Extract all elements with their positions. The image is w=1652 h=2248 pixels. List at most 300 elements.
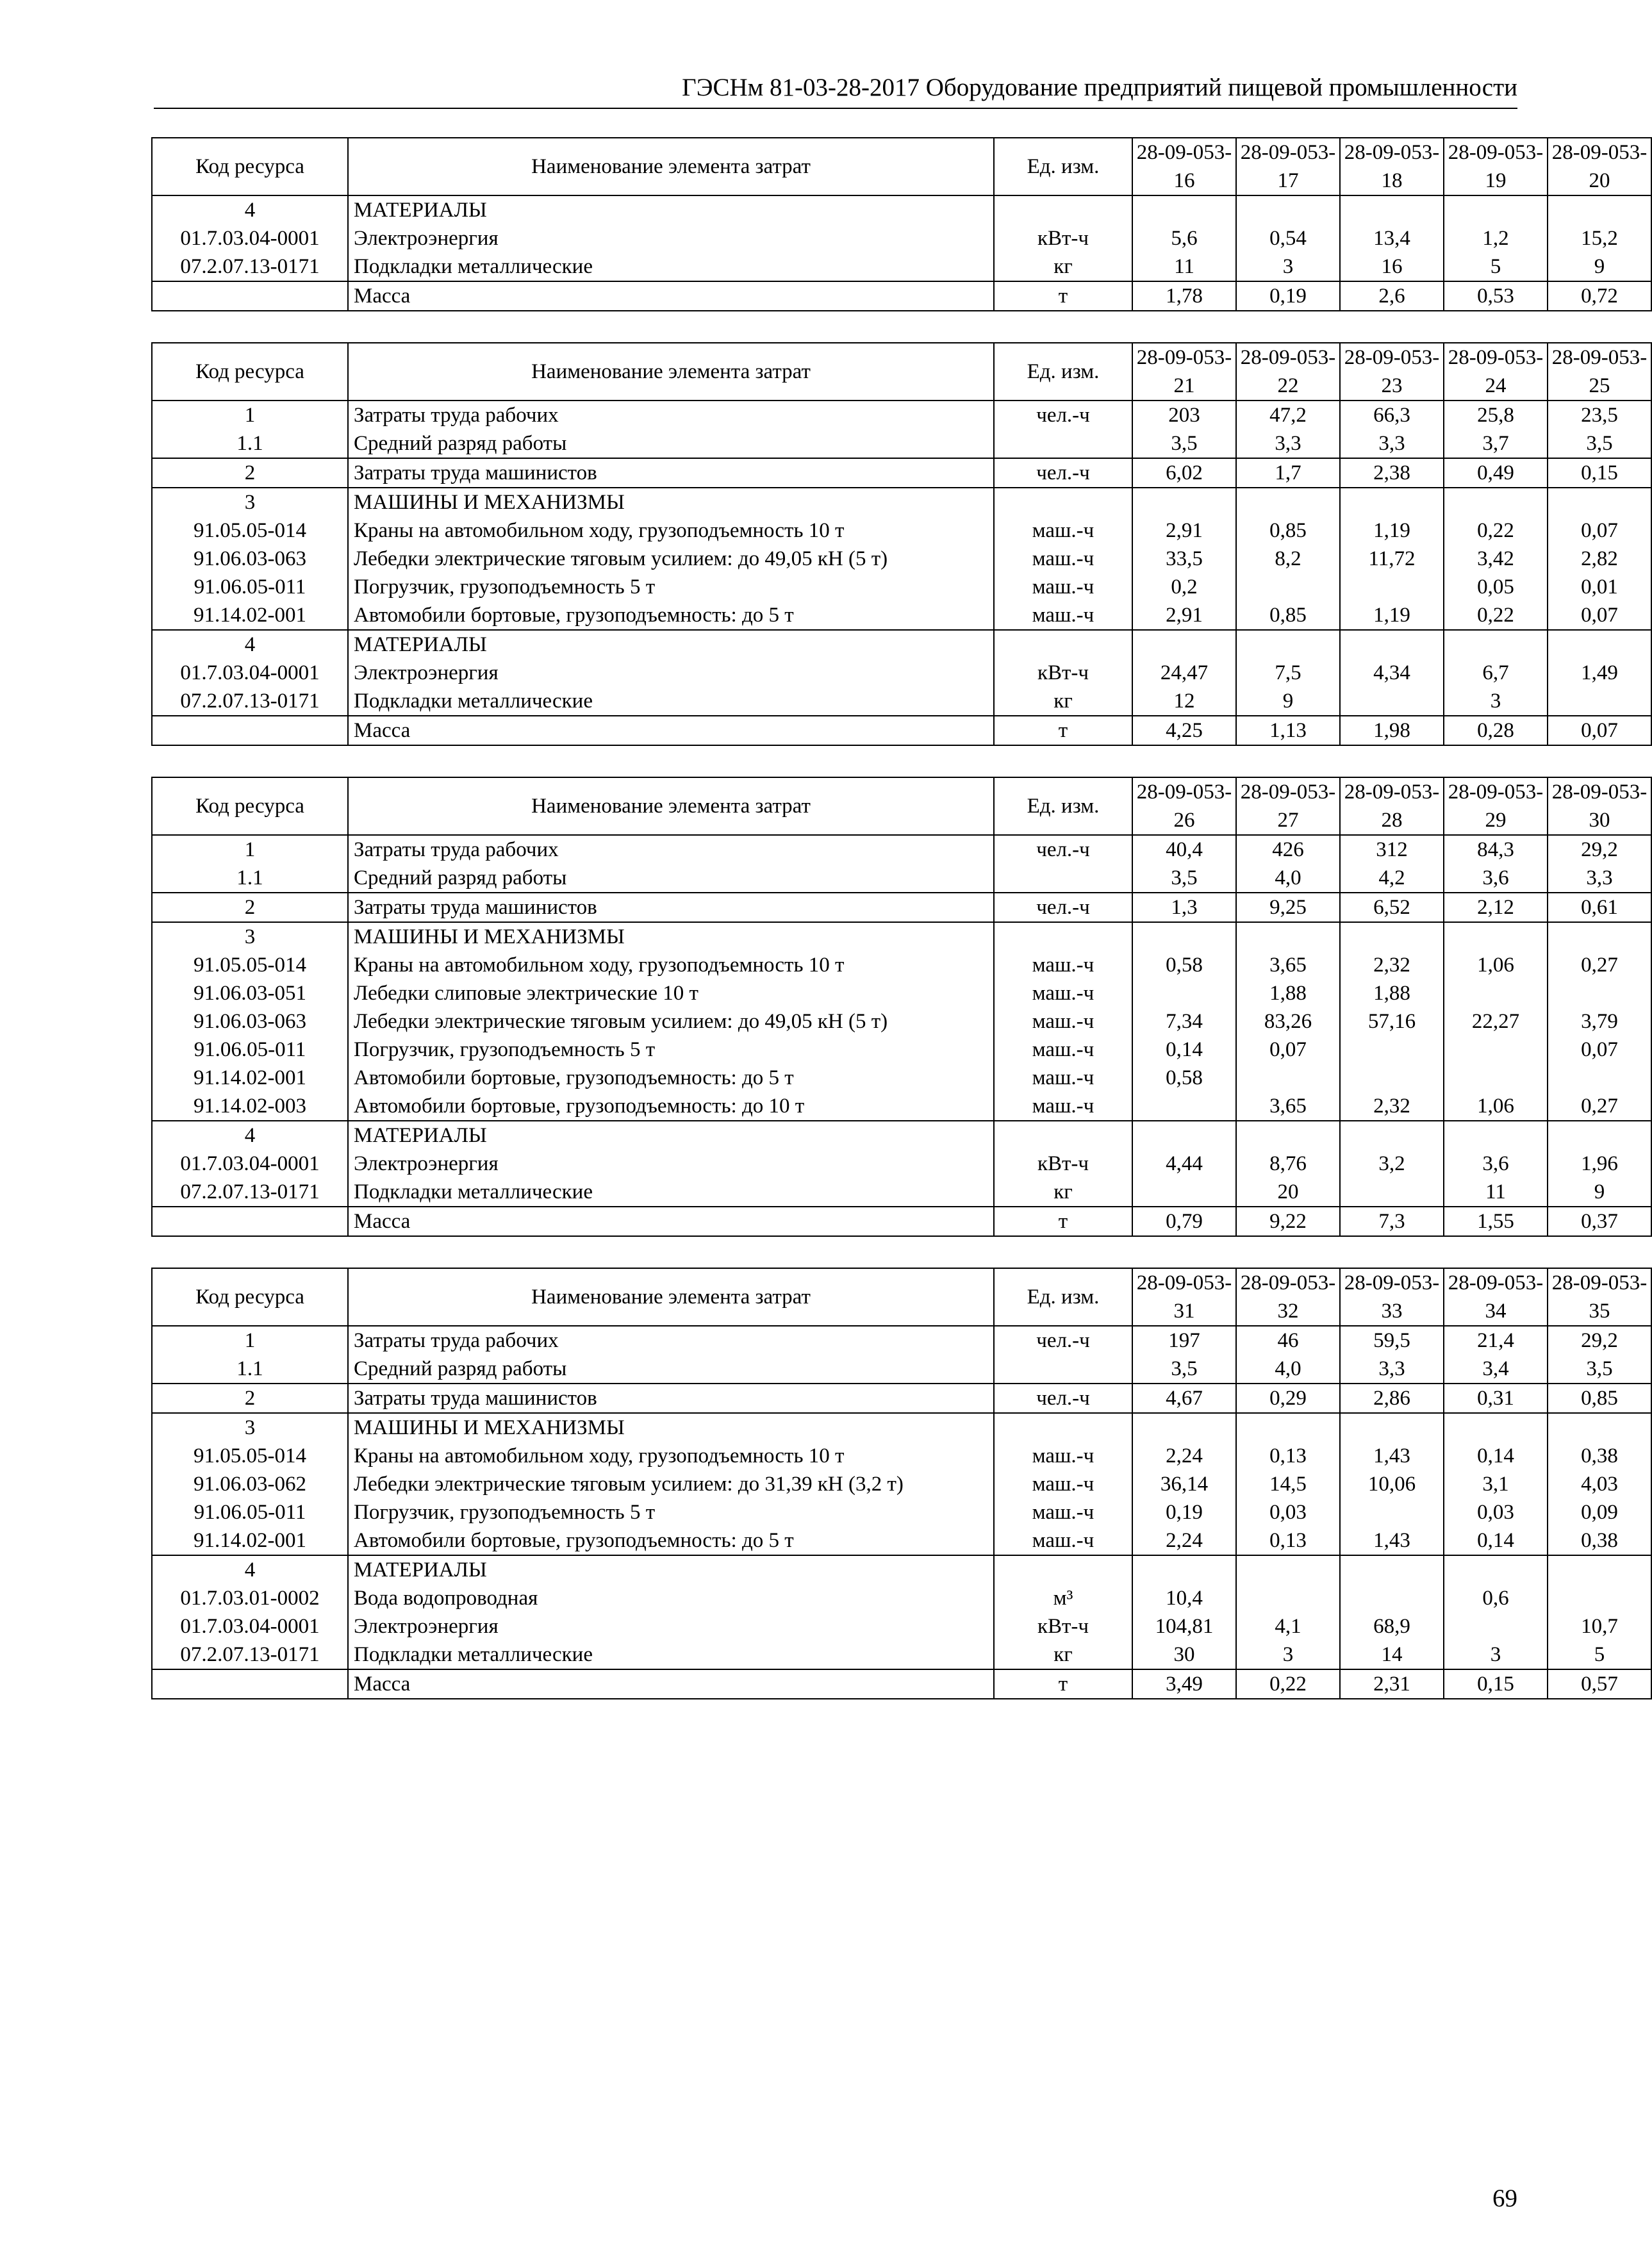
table-row: [152, 1036, 1651, 1064]
header-norm-code: 28-09-053-27: [1236, 777, 1340, 835]
cell-value: 5: [1444, 252, 1548, 281]
header-name: Наименование элемента затрат: [348, 343, 994, 401]
resource-table: [151, 1268, 1652, 1699]
group-row: [152, 195, 1651, 224]
cell-code: 4: [152, 1121, 348, 1150]
cell-value: 312: [1340, 835, 1444, 864]
cell-value: [1236, 1121, 1340, 1150]
cell-value: [1132, 1092, 1236, 1121]
cell-code: 4: [152, 1555, 348, 1584]
cell-value: 1,88: [1236, 979, 1340, 1007]
cell-value: 9: [1548, 1178, 1651, 1207]
cell-name: Подкладки металлические: [348, 687, 994, 716]
cell-value: 3,3: [1340, 1355, 1444, 1384]
cell-value: 40,4: [1132, 835, 1236, 864]
cell-name: Краны на автомобильном ходу, грузоподъемность 10 т: [348, 951, 994, 979]
cell-unit: чел.-ч: [994, 1326, 1132, 1355]
cell-value: [1548, 195, 1651, 224]
cell-value: [1236, 630, 1340, 659]
table-row: [152, 1526, 1651, 1555]
cell-unit: [994, 864, 1132, 893]
cell-value: 1,55: [1444, 1207, 1548, 1236]
cell-unit: [994, 429, 1132, 458]
cell-value: [1548, 922, 1651, 951]
cell-value: [1444, 979, 1548, 1007]
cell-code: 91.14.02-001: [152, 1064, 348, 1092]
cell-value: 0,27: [1548, 951, 1651, 979]
header-norm-code: 28-09-053-19: [1444, 138, 1548, 195]
cell-value: 4,03: [1548, 1470, 1651, 1498]
cell-unit: маш.-ч: [994, 573, 1132, 601]
cell-value: 0,29: [1236, 1384, 1340, 1413]
table-row: [152, 1442, 1651, 1470]
cell-unit: т: [994, 1207, 1132, 1236]
cell-unit: [994, 1413, 1132, 1442]
cell-unit: маш.-ч: [994, 951, 1132, 979]
table-row: [152, 659, 1651, 687]
cell-unit: т: [994, 1669, 1132, 1699]
cell-value: [1340, 1555, 1444, 1584]
cell-value: [1132, 488, 1236, 517]
cell-value: 13,4: [1340, 224, 1444, 252]
table-header-row: [152, 343, 1651, 401]
cell-value: 0,13: [1236, 1442, 1340, 1470]
cell-value: [1340, 1584, 1444, 1612]
cell-name: Затраты труда машинистов: [348, 458, 994, 488]
cell-code: 01.7.03.04-0001: [152, 659, 348, 687]
cell-value: 16: [1340, 252, 1444, 281]
cell-value: 0,6: [1444, 1584, 1548, 1612]
cell-value: 0,14: [1444, 1526, 1548, 1555]
cell-value: 0,85: [1548, 1384, 1651, 1413]
cell-value: 1,43: [1340, 1526, 1444, 1555]
cell-value: 7,34: [1132, 1007, 1236, 1036]
cell-name: Масса: [348, 1207, 994, 1236]
cell-code: 01.7.03.01-0002: [152, 1584, 348, 1612]
cell-value: [1548, 1555, 1651, 1584]
cell-unit: маш.-ч: [994, 545, 1132, 573]
cell-name: Средний разряд работы: [348, 429, 994, 458]
cell-value: 3,5: [1132, 864, 1236, 893]
header-unit: Ед. изм.: [994, 777, 1132, 835]
cell-value: 4,44: [1132, 1150, 1236, 1178]
cell-value: 4,34: [1340, 659, 1444, 687]
cell-value: 0,03: [1444, 1498, 1548, 1526]
cell-value: 3,79: [1548, 1007, 1651, 1036]
cell-value: 3,7: [1444, 429, 1548, 458]
cell-value: 29,2: [1548, 1326, 1651, 1355]
cell-value: 59,5: [1340, 1326, 1444, 1355]
cell-name: Электроэнергия: [348, 224, 994, 252]
cell-value: 1,78: [1132, 281, 1236, 311]
cell-unit: маш.-ч: [994, 601, 1132, 630]
cell-value: [1548, 1584, 1651, 1612]
cell-value: 426: [1236, 835, 1340, 864]
cell-value: 10,4: [1132, 1584, 1236, 1612]
cell-name: Электроэнергия: [348, 1612, 994, 1641]
table-row: [152, 864, 1651, 893]
table-row: [152, 517, 1651, 545]
cell-value: 9,22: [1236, 1207, 1340, 1236]
cell-value: 0,85: [1236, 517, 1340, 545]
cell-value: 30: [1132, 1641, 1236, 1669]
cell-name: Автомобили бортовые, грузоподъемность: до 10 т: [348, 1092, 994, 1121]
cell-value: 0,37: [1548, 1207, 1651, 1236]
cell-value: 3,6: [1444, 864, 1548, 893]
cell-name: МАШИНЫ И МЕХАНИЗМЫ: [348, 1413, 994, 1442]
cell-value: 3,4: [1444, 1355, 1548, 1384]
cell-value: [1444, 1413, 1548, 1442]
cell-code: 91.14.02-003: [152, 1092, 348, 1121]
cell-value: 3,3: [1548, 864, 1651, 893]
cell-value: 0,07: [1548, 1036, 1651, 1064]
cell-value: 6,7: [1444, 659, 1548, 687]
cell-value: 7,3: [1340, 1207, 1444, 1236]
cell-value: [1236, 1413, 1340, 1442]
cell-code: 1.1: [152, 1355, 348, 1384]
table-row: [152, 1150, 1651, 1178]
cell-value: [1444, 1064, 1548, 1092]
cell-value: 6,52: [1340, 893, 1444, 922]
group-row: [152, 630, 1651, 659]
resource-tables: [151, 137, 1648, 1730]
cell-code: 2: [152, 1384, 348, 1413]
cell-code: 3: [152, 488, 348, 517]
cell-value: 22,27: [1444, 1007, 1548, 1036]
cell-value: 3,49: [1132, 1669, 1236, 1699]
cell-value: 0,61: [1548, 893, 1651, 922]
cell-code: 91.05.05-014: [152, 951, 348, 979]
cell-name: Подкладки металлические: [348, 252, 994, 281]
cell-value: 3: [1236, 1641, 1340, 1669]
cell-name: Погрузчик, грузоподъемность 5 т: [348, 1036, 994, 1064]
table-row: [152, 893, 1651, 922]
cell-value: 8,2: [1236, 545, 1340, 573]
cell-value: 23,5: [1548, 401, 1651, 429]
cell-unit: кг: [994, 1641, 1132, 1669]
group-row: [152, 1555, 1651, 1584]
header-name: Наименование элемента затрат: [348, 138, 994, 195]
cell-value: 0,03: [1236, 1498, 1340, 1526]
cell-value: 57,16: [1340, 1007, 1444, 1036]
cell-unit: [994, 195, 1132, 224]
cell-value: 3,2: [1340, 1150, 1444, 1178]
cell-value: 7,5: [1236, 659, 1340, 687]
header-norm-code: 28-09-053-22: [1236, 343, 1340, 401]
cell-value: 0,07: [1548, 716, 1651, 745]
cell-code: 2: [152, 893, 348, 922]
cell-code: [152, 1207, 348, 1236]
cell-value: [1236, 922, 1340, 951]
header-norm-code: 28-09-053-32: [1236, 1268, 1340, 1326]
cell-code: 1: [152, 835, 348, 864]
cell-value: 0,14: [1444, 1442, 1548, 1470]
cell-unit: м³: [994, 1584, 1132, 1612]
cell-value: 0,15: [1444, 1669, 1548, 1699]
cell-value: [1340, 922, 1444, 951]
cell-code: 91.06.05-011: [152, 1036, 348, 1064]
cell-value: 0,14: [1132, 1036, 1236, 1064]
table-row: [152, 1092, 1651, 1121]
cell-unit: [994, 488, 1132, 517]
cell-value: 3,5: [1132, 429, 1236, 458]
header-unit: Ед. изм.: [994, 138, 1132, 195]
cell-value: 84,3: [1444, 835, 1548, 864]
cell-value: [1444, 195, 1548, 224]
cell-unit: кг: [994, 252, 1132, 281]
cell-value: 2,24: [1132, 1526, 1236, 1555]
cell-value: [1340, 1064, 1444, 1092]
table-row: [152, 1178, 1651, 1207]
cell-value: [1340, 630, 1444, 659]
cell-value: [1236, 195, 1340, 224]
cell-value: [1236, 1064, 1340, 1092]
cell-value: 12: [1132, 687, 1236, 716]
cell-name: Краны на автомобильном ходу, грузоподъемность 10 т: [348, 1442, 994, 1470]
cell-value: 1,06: [1444, 951, 1548, 979]
cell-value: 1,19: [1340, 517, 1444, 545]
cell-unit: чел.-ч: [994, 893, 1132, 922]
cell-name: Затраты труда машинистов: [348, 893, 994, 922]
cell-value: 0,09: [1548, 1498, 1651, 1526]
cell-value: [1236, 573, 1340, 601]
cell-value: 3: [1444, 1641, 1548, 1669]
table-row: [152, 458, 1651, 488]
cell-unit: маш.-ч: [994, 1036, 1132, 1064]
cell-value: [1548, 1413, 1651, 1442]
cell-value: 1,49: [1548, 659, 1651, 687]
cell-value: 10,06: [1340, 1470, 1444, 1498]
table-row: [152, 601, 1651, 630]
cell-value: 10,7: [1548, 1612, 1651, 1641]
cell-value: 5,6: [1132, 224, 1236, 252]
cell-value: 0,72: [1548, 281, 1651, 311]
cell-value: 3,5: [1132, 1355, 1236, 1384]
header-name: Наименование элемента затрат: [348, 1268, 994, 1326]
cell-value: 0,01: [1548, 573, 1651, 601]
cell-code: 91.06.05-011: [152, 573, 348, 601]
table-row: [152, 1355, 1651, 1384]
table-row: [152, 1384, 1651, 1413]
table-row: [152, 951, 1651, 979]
cell-value: [1340, 195, 1444, 224]
table-row: [152, 281, 1651, 311]
header-norm-code: 28-09-053-33: [1340, 1268, 1444, 1326]
cell-code: 1: [152, 1326, 348, 1355]
table-row: [152, 835, 1651, 864]
cell-value: [1444, 630, 1548, 659]
cell-value: 2,32: [1340, 951, 1444, 979]
cell-value: 0,07: [1236, 1036, 1340, 1064]
cell-value: 2,91: [1132, 517, 1236, 545]
cell-value: 1,19: [1340, 601, 1444, 630]
cell-value: [1236, 488, 1340, 517]
cell-value: [1132, 1555, 1236, 1584]
cell-value: 1,43: [1340, 1442, 1444, 1470]
cell-name: Лебедки электрические тяговым усилием: до 31,39 кН (3,2 т): [348, 1470, 994, 1498]
cell-unit: [994, 1555, 1132, 1584]
cell-unit: кВт-ч: [994, 224, 1132, 252]
cell-name: Лебедки электрические тяговым усилием: до 49,05 кН (5 т): [348, 545, 994, 573]
cell-value: [1132, 630, 1236, 659]
cell-value: [1444, 1036, 1548, 1064]
cell-value: 4,0: [1236, 1355, 1340, 1384]
cell-unit: маш.-ч: [994, 979, 1132, 1007]
cell-name: Затраты труда рабочих: [348, 835, 994, 864]
header-name: Наименование элемента затрат: [348, 777, 994, 835]
header-norm-code: 28-09-053-17: [1236, 138, 1340, 195]
header-code: Код ресурса: [152, 777, 348, 835]
cell-name: МАТЕРИАЛЫ: [348, 1121, 994, 1150]
cell-value: 1,96: [1548, 1150, 1651, 1178]
cell-unit: чел.-ч: [994, 401, 1132, 429]
cell-value: 0,07: [1548, 517, 1651, 545]
cell-code: 4: [152, 630, 348, 659]
cell-name: Погрузчик, грузоподъемность 5 т: [348, 1498, 994, 1526]
cell-name: Лебедки электрические тяговым усилием: до 49,05 кН (5 т): [348, 1007, 994, 1036]
cell-code: 4: [152, 195, 348, 224]
cell-value: 3,5: [1548, 1355, 1651, 1384]
cell-code: [152, 281, 348, 311]
cell-name: Автомобили бортовые, грузоподъемность: до 5 т: [348, 1526, 994, 1555]
table-row: [152, 252, 1651, 281]
page-number: 69: [1492, 2185, 1517, 2212]
cell-value: [1132, 979, 1236, 1007]
header-norm-code: 28-09-053-30: [1548, 777, 1651, 835]
cell-unit: маш.-ч: [994, 1007, 1132, 1036]
cell-value: 11,72: [1340, 545, 1444, 573]
cell-value: 21,4: [1444, 1326, 1548, 1355]
group-row: [152, 1121, 1651, 1150]
cell-value: [1132, 1121, 1236, 1150]
cell-value: 11: [1132, 252, 1236, 281]
cell-code: 01.7.03.04-0001: [152, 224, 348, 252]
cell-value: 4,67: [1132, 1384, 1236, 1413]
cell-value: 5: [1548, 1641, 1651, 1669]
cell-value: 24,47: [1132, 659, 1236, 687]
header-norm-code: 28-09-053-25: [1548, 343, 1651, 401]
cell-value: 3,3: [1340, 429, 1444, 458]
table-row: [152, 545, 1651, 573]
table-row: [152, 1326, 1651, 1355]
cell-value: 2,31: [1340, 1669, 1444, 1699]
cell-value: 2,24: [1132, 1442, 1236, 1470]
table-row: [152, 979, 1651, 1007]
cell-value: 0,22: [1444, 601, 1548, 630]
cell-value: [1132, 195, 1236, 224]
cell-name: Средний разряд работы: [348, 864, 994, 893]
cell-unit: чел.-ч: [994, 1384, 1132, 1413]
cell-name: Краны на автомобильном ходу, грузоподъемность 10 т: [348, 517, 994, 545]
cell-value: [1340, 488, 1444, 517]
cell-value: 0,13: [1236, 1526, 1340, 1555]
cell-unit: [994, 1121, 1132, 1150]
cell-value: 4,1: [1236, 1612, 1340, 1641]
cell-code: 91.06.03-063: [152, 1007, 348, 1036]
cell-unit: маш.-ч: [994, 1064, 1132, 1092]
cell-code: 91.05.05-014: [152, 517, 348, 545]
cell-unit: маш.-ч: [994, 1526, 1132, 1555]
cell-value: [1132, 922, 1236, 951]
cell-value: 1,2: [1444, 224, 1548, 252]
cell-code: 91.06.03-051: [152, 979, 348, 1007]
cell-code: 07.2.07.13-0171: [152, 1178, 348, 1207]
cell-value: 36,14: [1132, 1470, 1236, 1498]
cell-value: [1444, 922, 1548, 951]
cell-value: 0,58: [1132, 951, 1236, 979]
cell-value: [1548, 979, 1651, 1007]
cell-value: 0,85: [1236, 601, 1340, 630]
cell-value: 0,27: [1548, 1092, 1651, 1121]
cell-value: 4,0: [1236, 864, 1340, 893]
cell-value: [1340, 1178, 1444, 1207]
cell-value: [1444, 1612, 1548, 1641]
resource-table: [151, 342, 1652, 746]
cell-value: 0,79: [1132, 1207, 1236, 1236]
header-code: Код ресурса: [152, 343, 348, 401]
cell-name: Средний разряд работы: [348, 1355, 994, 1384]
cell-value: 9: [1548, 252, 1651, 281]
cell-value: 0,22: [1444, 517, 1548, 545]
cell-value: 3,3: [1236, 429, 1340, 458]
cell-value: 2,6: [1340, 281, 1444, 311]
cell-code: 3: [152, 922, 348, 951]
cell-code: 2: [152, 458, 348, 488]
cell-value: 1,88: [1340, 979, 1444, 1007]
resource-table: [151, 137, 1652, 311]
cell-value: [1548, 488, 1651, 517]
cell-value: 3: [1444, 687, 1548, 716]
table-row: [152, 1064, 1651, 1092]
cell-code: 91.06.03-062: [152, 1470, 348, 1498]
cell-value: 2,12: [1444, 893, 1548, 922]
cell-name: Погрузчик, грузоподъемность 5 т: [348, 573, 994, 601]
cell-name: Подкладки металлические: [348, 1178, 994, 1207]
cell-value: 3,1: [1444, 1470, 1548, 1498]
cell-unit: маш.-ч: [994, 1092, 1132, 1121]
table-row: [152, 687, 1651, 716]
cell-name: Электроэнергия: [348, 1150, 994, 1178]
cell-value: [1236, 1555, 1340, 1584]
page-header: [154, 72, 1517, 109]
cell-name: МАТЕРИАЛЫ: [348, 630, 994, 659]
cell-value: 1,06: [1444, 1092, 1548, 1121]
cell-name: Масса: [348, 281, 994, 311]
cell-value: 1,98: [1340, 716, 1444, 745]
cell-value: 1,7: [1236, 458, 1340, 488]
cell-value: 0,19: [1132, 1498, 1236, 1526]
cell-value: 15,2: [1548, 224, 1651, 252]
cell-value: [1444, 488, 1548, 517]
cell-value: 0,53: [1444, 281, 1548, 311]
cell-code: [152, 1669, 348, 1699]
header-code: Код ресурса: [152, 138, 348, 195]
cell-code: 01.7.03.04-0001: [152, 1612, 348, 1641]
cell-value: 68,9: [1340, 1612, 1444, 1641]
cell-value: 0,2: [1132, 573, 1236, 601]
cell-value: [1548, 630, 1651, 659]
cell-name: Вода водопроводная: [348, 1584, 994, 1612]
cell-value: [1132, 1413, 1236, 1442]
cell-name: Затраты труда рабочих: [348, 1326, 994, 1355]
header-norm-code: 28-09-053-34: [1444, 1268, 1548, 1326]
cell-unit: маш.-ч: [994, 1470, 1132, 1498]
header-norm-code: 28-09-053-31: [1132, 1268, 1236, 1326]
table-header-row: [152, 138, 1651, 195]
cell-value: [1236, 1584, 1340, 1612]
cell-value: [1548, 687, 1651, 716]
cell-code: 91.06.03-063: [152, 545, 348, 573]
